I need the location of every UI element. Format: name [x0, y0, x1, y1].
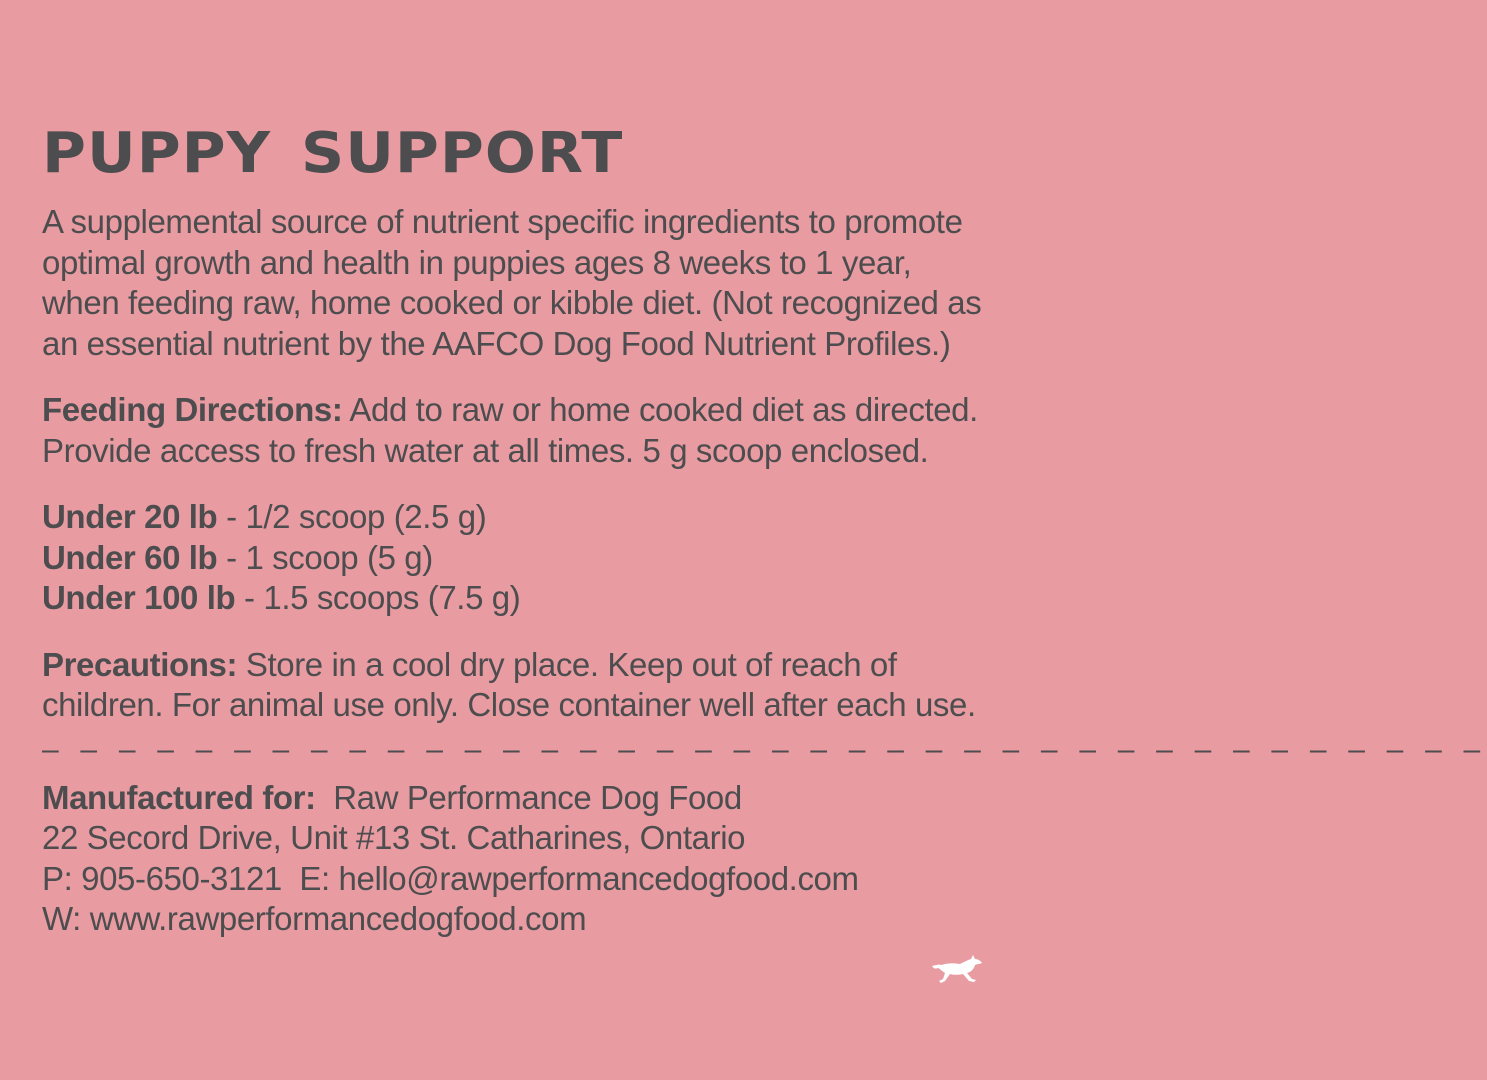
dosage-weight: Under 20 lb: [42, 498, 218, 535]
intro-line: optimal growth and health in puppies ages 8 weeks to 1 year,: [42, 243, 912, 281]
dosage-item: [42, 497, 1042, 538]
dosage-amount: - 1.5 scoops (7.5 g): [235, 579, 521, 616]
manufacturer-info: [42, 778, 1042, 940]
feeding-line: [42, 390, 1042, 431]
manufacturer-web: W: www.rawperformancedogfood.com: [42, 900, 587, 937]
manufacturer-name: Raw Performance Dog Food: [315, 778, 742, 816]
dosage-amount: - 1 scoop (5 g): [217, 538, 433, 576]
precautions-line: [42, 645, 1042, 686]
label-content: [42, 120, 1487, 940]
intro-line: an essential nutrient by the AAFCO Dog Food Nutrient Profiles.): [42, 324, 951, 362]
precautions: [42, 645, 1042, 726]
dosage-item: [42, 578, 1042, 619]
dosage-item: [42, 538, 1042, 579]
dosage-weight: Under 60 lb: [42, 538, 218, 576]
dashed-divider: – – – – – – – – – – – – – – – – – – – – – – – – – – – – – – – – – – – – – –: [42, 732, 1487, 766]
product-title: PUPPY SUPPORT: [42, 120, 624, 187]
manufacturer-address: 22 Secord Drive, Unit #13 St. Catharines, Ontario: [42, 819, 746, 856]
dosage-weight: Under 100 lb: [42, 579, 236, 616]
precautions-label: Precautions:: [42, 645, 238, 683]
manufacturer-contact: P: 905-650-3121 E: hello@rawperformancedogfood.com: [42, 859, 859, 897]
feeding-text: Add to raw or home cooked diet as directed.: [342, 391, 978, 428]
intro-line: when feeding raw, home cooked or kibble diet. (Not recognized as: [42, 284, 982, 321]
precautions-line: children. For animal use only. Close container well after each use.: [42, 686, 976, 723]
manufacturer-label: Manufactured for:: [42, 778, 316, 816]
manufacturer-line: [42, 778, 1042, 819]
dosage-list: [42, 497, 1042, 619]
feeding-directions: [42, 390, 1042, 471]
feeding-label: Feeding Directions:: [42, 391, 343, 428]
feeding-line: Provide access to fresh water at all times. 5 g scoop enclosed.: [42, 431, 929, 469]
dosage-amount: - 1/2 scoop (2.5 g): [217, 498, 487, 535]
intro-paragraph: [42, 202, 1042, 364]
precautions-text: Store in a cool dry place. Keep out of reach of: [237, 645, 897, 683]
intro-line: A supplemental source of nutrient specific ingredients to promote: [42, 203, 963, 240]
running-dog-icon: [930, 952, 984, 988]
